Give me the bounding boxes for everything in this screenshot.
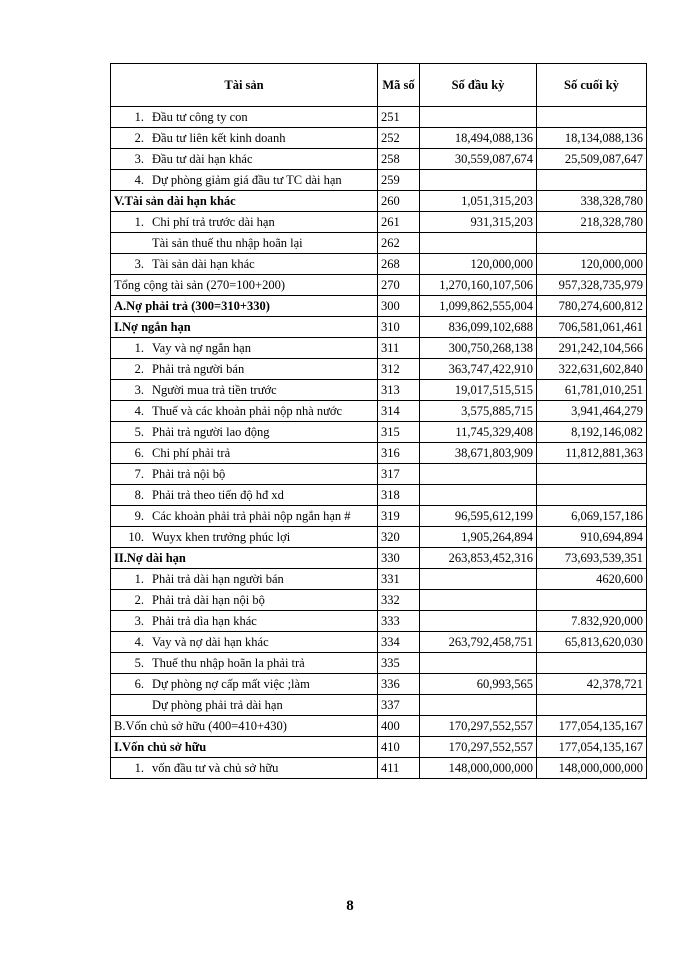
row-label — [111, 569, 378, 590]
table-row — [111, 653, 647, 674]
row-text: Phải trả dài hạn người bán — [152, 572, 284, 586]
row-number: 5. — [134, 425, 144, 439]
row-start: 120,000,000 — [420, 254, 537, 275]
table-row — [111, 338, 647, 359]
row-number: 6. — [134, 446, 144, 460]
row-end — [537, 653, 647, 674]
row-end: 218,328,780 — [537, 212, 647, 233]
row-code: 252 — [378, 128, 420, 149]
row-end — [537, 107, 647, 128]
row-code: 262 — [378, 233, 420, 254]
row-end: 25,509,087,647 — [537, 149, 647, 170]
row-label — [111, 107, 378, 128]
row-start — [420, 590, 537, 611]
row-start: 96,595,612,199 — [420, 506, 537, 527]
row-start — [420, 170, 537, 191]
row-label — [111, 632, 378, 653]
table-row — [111, 632, 647, 653]
row-end — [537, 695, 647, 716]
row-label: I.Nợ ngắn hạn — [111, 317, 378, 338]
row-code: 319 — [378, 506, 420, 527]
row-end: 18,134,088,136 — [537, 128, 647, 149]
row-end: 706,581,061,461 — [537, 317, 647, 338]
row-end: 338,328,780 — [537, 191, 647, 212]
row-code: 318 — [378, 485, 420, 506]
row-label: I.Vốn chủ sở hữu — [111, 737, 378, 758]
row-start: 18,494,088,136 — [420, 128, 537, 149]
row-code: 335 — [378, 653, 420, 674]
row-end: 120,000,000 — [537, 254, 647, 275]
table-row — [111, 548, 647, 569]
row-label — [111, 359, 378, 380]
row-code: 320 — [378, 527, 420, 548]
table-row — [111, 296, 647, 317]
row-text: Phải trả dài hạn nội bộ — [152, 593, 265, 607]
row-code: 331 — [378, 569, 420, 590]
row-end — [537, 464, 647, 485]
table-row — [111, 590, 647, 611]
row-number: 1. — [134, 215, 144, 229]
row-number: 1. — [134, 572, 144, 586]
row-start: 3,575,885,715 — [420, 401, 537, 422]
row-code: 300 — [378, 296, 420, 317]
row-label — [111, 590, 378, 611]
row-label: II.Nợ dài hạn — [111, 548, 378, 569]
row-number: 6. — [134, 677, 144, 691]
row-end: 11,812,881,363 — [537, 443, 647, 464]
row-start: 1,905,264,894 — [420, 527, 537, 548]
header-start-balance: Số đầu kỳ — [420, 64, 537, 107]
row-end: 957,328,735,979 — [537, 275, 647, 296]
row-label — [111, 485, 378, 506]
row-code: 332 — [378, 590, 420, 611]
row-code: 311 — [378, 338, 420, 359]
row-label — [111, 653, 378, 674]
row-start: 931,315,203 — [420, 212, 537, 233]
row-label: V.Tài sản dài hạn khác — [111, 191, 378, 212]
row-start — [420, 611, 537, 632]
table-row — [111, 359, 647, 380]
row-end: 65,813,620,030 — [537, 632, 647, 653]
table-row — [111, 464, 647, 485]
row-label — [111, 506, 378, 527]
row-number: 4. — [134, 404, 144, 418]
row-end — [537, 170, 647, 191]
row-start: 170,297,552,557 — [420, 716, 537, 737]
row-label — [111, 443, 378, 464]
row-text: Phải trả người bán — [152, 362, 245, 376]
row-code: 314 — [378, 401, 420, 422]
row-end: 177,054,135,167 — [537, 716, 647, 737]
row-text: Người mua trả tiền trước — [152, 383, 277, 397]
row-start: 19,017,515,515 — [420, 380, 537, 401]
row-code: 260 — [378, 191, 420, 212]
row-number: 7. — [134, 467, 144, 481]
row-number: 3. — [134, 383, 144, 397]
row-label — [111, 170, 378, 191]
row-code: 312 — [378, 359, 420, 380]
row-end: 177,054,135,167 — [537, 737, 647, 758]
row-end: 73,693,539,351 — [537, 548, 647, 569]
row-end — [537, 233, 647, 254]
table-row — [111, 149, 647, 170]
row-label — [111, 233, 378, 254]
row-code: 410 — [378, 737, 420, 758]
row-code: 310 — [378, 317, 420, 338]
row-number: 2. — [134, 362, 144, 376]
row-code: 336 — [378, 674, 420, 695]
row-code: 258 — [378, 149, 420, 170]
row-code: 316 — [378, 443, 420, 464]
header-assets: Tài sản — [111, 64, 378, 107]
table-row — [111, 380, 647, 401]
table-row — [111, 422, 647, 443]
row-end: 8,192,146,082 — [537, 422, 647, 443]
row-number: 9. — [134, 509, 144, 523]
row-text: Các khoản phải trả phải nộp ngắn hạn # — [152, 509, 351, 523]
row-text: Tài sản thuế thu nhập hoãn lại — [152, 236, 303, 250]
row-text: Vay và nợ dài hạn khác — [152, 635, 269, 649]
row-code: 270 — [378, 275, 420, 296]
row-label — [111, 212, 378, 233]
row-label — [111, 422, 378, 443]
row-label: A.Nợ phải trả (300=310+330) — [111, 296, 378, 317]
row-text: Đầu tư liên kết kinh doanh — [152, 131, 286, 145]
row-start: 1,051,315,203 — [420, 191, 537, 212]
row-number: 1. — [134, 761, 144, 775]
row-code: 313 — [378, 380, 420, 401]
row-text: Đầu tư dài hạn khác — [152, 152, 253, 166]
header-code: Mã số — [378, 64, 420, 107]
row-end: 291,242,104,566 — [537, 338, 647, 359]
row-text: Chi phí trả trước dài hạn — [152, 215, 275, 229]
table-row — [111, 170, 647, 191]
row-end: 148,000,000,000 — [537, 758, 647, 779]
table-row — [111, 737, 647, 758]
row-start — [420, 653, 537, 674]
row-start — [420, 569, 537, 590]
row-number: 5. — [134, 656, 144, 670]
row-end: 7.832,920,000 — [537, 611, 647, 632]
row-start — [420, 107, 537, 128]
row-label — [111, 128, 378, 149]
row-start: 148,000,000,000 — [420, 758, 537, 779]
row-text: Phải trả nội bộ — [152, 467, 226, 481]
row-code: 315 — [378, 422, 420, 443]
table-row — [111, 275, 647, 296]
row-code: 337 — [378, 695, 420, 716]
row-start: 263,853,452,316 — [420, 548, 537, 569]
row-code: 333 — [378, 611, 420, 632]
row-code: 317 — [378, 464, 420, 485]
row-end: 6,069,157,186 — [537, 506, 647, 527]
row-text: Vay và nợ ngắn hạn — [152, 341, 251, 355]
row-start: 263,792,458,751 — [420, 632, 537, 653]
row-start: 170,297,552,557 — [420, 737, 537, 758]
table-row — [111, 758, 647, 779]
row-start — [420, 464, 537, 485]
table-row — [111, 674, 647, 695]
row-number: 1. — [134, 110, 144, 124]
row-number: 1. — [134, 341, 144, 355]
row-number: 3. — [134, 614, 144, 628]
row-code: 259 — [378, 170, 420, 191]
row-label: B.Vốn chủ sở hữu (400=410+430) — [111, 716, 378, 737]
table-row — [111, 716, 647, 737]
row-code: 261 — [378, 212, 420, 233]
row-label — [111, 611, 378, 632]
row-start: 836,099,102,688 — [420, 317, 537, 338]
row-text: vốn đầu tư và chủ sở hữu — [152, 761, 279, 775]
row-text: Thuế thu nhập hoãn la phải trả — [152, 656, 305, 670]
row-text: Phải trả người lao động — [152, 425, 270, 439]
row-start: 1,099,862,555,004 — [420, 296, 537, 317]
row-start — [420, 233, 537, 254]
row-number: 3. — [134, 152, 144, 166]
table-row — [111, 254, 647, 275]
row-number: 2. — [134, 131, 144, 145]
row-label — [111, 695, 378, 716]
row-end: 42,378,721 — [537, 674, 647, 695]
page-number: 8 — [346, 898, 354, 914]
table-row — [111, 191, 647, 212]
row-number: 4. — [134, 635, 144, 649]
table-row — [111, 569, 647, 590]
row-start: 363,747,422,910 — [420, 359, 537, 380]
row-end — [537, 590, 647, 611]
table-row — [111, 212, 647, 233]
row-label — [111, 338, 378, 359]
row-code: 400 — [378, 716, 420, 737]
row-end: 4620,600 — [537, 569, 647, 590]
table-row — [111, 695, 647, 716]
row-label — [111, 401, 378, 422]
row-text: Đầu tư công ty con — [152, 110, 248, 124]
header-end-balance: Số cuối kỳ — [537, 64, 647, 107]
row-code: 268 — [378, 254, 420, 275]
row-label — [111, 464, 378, 485]
row-start: 30,559,087,674 — [420, 149, 537, 170]
row-text: Dự phòng phải trả dài hạn — [152, 698, 283, 712]
row-text: Chi phí phải trả — [152, 446, 231, 460]
row-text: Dự phòng giảm giá đầu tư TC dài hạn — [152, 173, 342, 187]
row-text: Tài sản dài hạn khác — [152, 257, 255, 271]
row-start: 11,745,329,408 — [420, 422, 537, 443]
row-label — [111, 758, 378, 779]
table-row — [111, 317, 647, 338]
row-start: 60,993,565 — [420, 674, 537, 695]
row-text: Wuyx khen trưởng phúc lợi — [152, 530, 291, 544]
row-label — [111, 527, 378, 548]
row-label — [111, 254, 378, 275]
row-text: Thuế và các khoản phải nộp nhà nước — [152, 404, 343, 418]
row-code: 334 — [378, 632, 420, 653]
table-row — [111, 128, 647, 149]
row-start: 38,671,803,909 — [420, 443, 537, 464]
row-text: Phải trả theo tiến độ hđ xd — [152, 488, 284, 502]
row-end — [537, 485, 647, 506]
row-start: 300,750,268,138 — [420, 338, 537, 359]
table-row — [111, 527, 647, 548]
row-number: 10. — [128, 530, 144, 544]
row-end: 322,631,602,840 — [537, 359, 647, 380]
table-row — [111, 107, 647, 128]
row-end: 910,694,894 — [537, 527, 647, 548]
row-number: 4. — [134, 173, 144, 187]
row-text: Dự phòng nợ cấp mất việc ;làm — [152, 677, 310, 691]
row-label: Tổng cộng tài sản (270=100+200) — [111, 275, 378, 296]
table-row — [111, 485, 647, 506]
table-header-row — [111, 64, 647, 107]
row-text: Phải trả dìa hạn khác — [152, 614, 257, 628]
row-start — [420, 485, 537, 506]
row-end: 780,274,600,812 — [537, 296, 647, 317]
row-label — [111, 380, 378, 401]
row-start — [420, 695, 537, 716]
row-number: 8. — [134, 488, 144, 502]
table-row — [111, 611, 647, 632]
row-code: 251 — [378, 107, 420, 128]
row-end: 3,941,464,279 — [537, 401, 647, 422]
row-number: 3. — [134, 257, 144, 271]
row-code: 411 — [378, 758, 420, 779]
table-row — [111, 233, 647, 254]
table-row — [111, 401, 647, 422]
balance-sheet-table — [110, 63, 647, 779]
row-start: 1,270,160,107,506 — [420, 275, 537, 296]
row-label — [111, 149, 378, 170]
row-label — [111, 674, 378, 695]
row-number: 2. — [134, 593, 144, 607]
row-end: 61,781,010,251 — [537, 380, 647, 401]
table-row — [111, 443, 647, 464]
table-row — [111, 506, 647, 527]
row-code: 330 — [378, 548, 420, 569]
